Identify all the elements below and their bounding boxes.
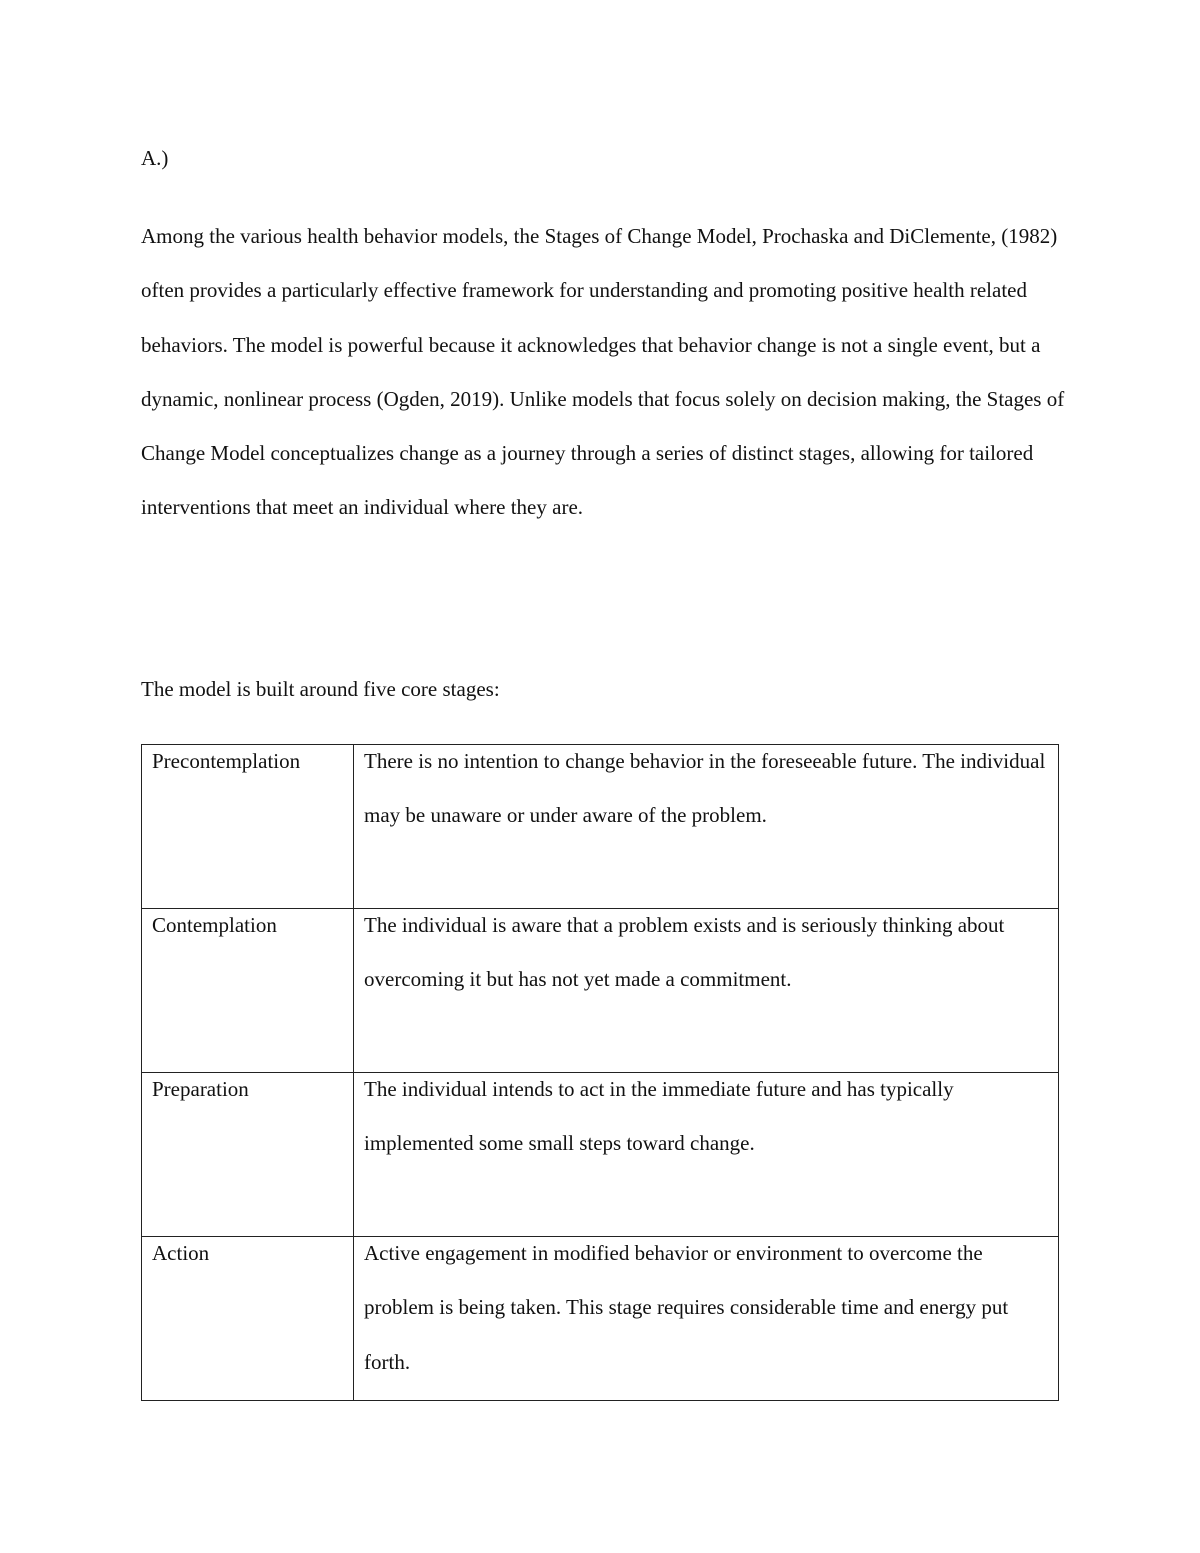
- stage-name-cell: [142, 1073, 354, 1237]
- stage-description: The individual is aware that a problem exists and is seriously thinking about overcoming it but has not yet made a commitment.: [364, 913, 1005, 992]
- stage-description: The individual intends to act in the immediate future and has typically implemented some small steps toward change.: [364, 1077, 954, 1156]
- stage-description: There is no intention to change behavior in the foreseeable future. The individual may be unaware or under aware of the problem.: [364, 749, 1046, 828]
- stages-table: [141, 744, 1059, 1401]
- stage-name-cell: [142, 1237, 354, 1401]
- stages-intro: The model is built around five core stages:: [141, 677, 500, 701]
- table-row: [142, 745, 1059, 909]
- table-row: [142, 1237, 1059, 1401]
- stage-description-cell: [354, 1237, 1059, 1401]
- stage-description-cell: [354, 909, 1059, 1073]
- stage-name-cell: [142, 745, 354, 909]
- stage-name: Contemplation: [152, 913, 277, 937]
- stage-name-cell: [142, 909, 354, 1073]
- section-heading: A.): [141, 146, 169, 170]
- table-row: [142, 909, 1059, 1073]
- table-row: [142, 1073, 1059, 1237]
- stage-description-cell: [354, 1073, 1059, 1237]
- stage-name: Action: [152, 1241, 210, 1265]
- body-paragraph: Among the various health behavior models, the Stages of Change Model, Prochaska and DiClemente, (1982) often provides a particularly effective framework for understanding and promoting positive health related behaviors. The model is powerful because it acknowledges that behavior change is not a single event, but a dynamic, nonlinear process (Ogden, 2019). Unlike models that focus solely on decision making, the Stages of Change Model conceptualizes change as a journey through a series of distinct stages, allowing for tailored interventions that meet an individual where they are.: [141, 224, 1065, 520]
- stage-description: Active engagement in modified behavior or environment to overcome the problem is being taken. This stage requires considerable time and energy put forth.: [364, 1241, 1009, 1374]
- stage-name: Preparation: [152, 1077, 249, 1101]
- stage-description-cell: [354, 745, 1059, 909]
- stage-name: Precontemplation: [152, 749, 301, 773]
